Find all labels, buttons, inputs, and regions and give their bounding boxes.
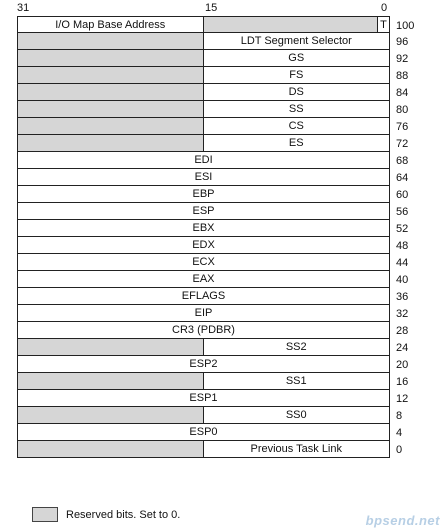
byte-offset-label: 56: [396, 205, 409, 218]
byte-offset-label: 88: [396, 69, 409, 82]
byte-offset-label: 72: [396, 137, 409, 150]
tss-row-offset-68: [17, 152, 409, 169]
tss-row-offset-24: [17, 339, 409, 356]
byte-offset-label: 16: [396, 375, 409, 388]
legend-text: Reserved bits. Set to 0.: [66, 508, 181, 521]
tss-row-offset-20: [17, 356, 409, 373]
byte-offset-label: 8: [396, 409, 403, 422]
lower-half-field: [204, 17, 390, 32]
byte-offset-label: 40: [396, 273, 409, 286]
reserved-field: [18, 33, 204, 49]
reserved-field: [18, 118, 204, 134]
register-field: EIP: [194, 307, 213, 319]
register-field: ESP0: [189, 426, 218, 438]
byte-offset-label: 44: [396, 256, 409, 269]
register-field: EBX: [192, 222, 215, 234]
tss-row-offset-48: [17, 237, 409, 254]
debug-trap-bit: T: [377, 17, 389, 32]
legend: [32, 507, 180, 522]
lower-half-field: SS: [288, 103, 304, 115]
reserved-field: [204, 17, 378, 32]
reserved-field: [18, 339, 204, 355]
reserved-field: [18, 101, 204, 117]
byte-offset-label: 4: [396, 426, 403, 439]
tss-row-offset-100: [17, 16, 415, 33]
reserved-field: [18, 135, 204, 151]
tss-structure-table: [17, 16, 415, 458]
register-field: EDI: [194, 154, 213, 166]
tss-row-offset-72: [17, 135, 409, 152]
reserved-field: [18, 373, 204, 389]
watermark-logo: bpsend.net: [365, 513, 440, 528]
byte-offset-label: 80: [396, 103, 409, 116]
bit-31-label: 31: [17, 2, 30, 14]
reserved-field: [18, 50, 204, 66]
byte-offset-label: 28: [396, 324, 409, 337]
byte-offset-label: 96: [396, 35, 409, 48]
upper-half-field: I/O Map Base Address: [18, 17, 204, 32]
lower-half-field: LDT Segment Selector: [240, 35, 352, 47]
byte-offset-label: 24: [396, 341, 409, 354]
lower-half-field: GS: [288, 52, 305, 64]
tss-row-offset-44: [17, 254, 409, 271]
byte-offset-label: 52: [396, 222, 409, 235]
tss-row-offset-80: [17, 101, 409, 118]
tss-row-offset-60: [17, 186, 409, 203]
byte-offset-label: 100: [396, 19, 415, 32]
lower-half-field: SS0: [285, 409, 307, 421]
byte-offset-label: 0: [396, 443, 403, 456]
lower-half-field: SS2: [285, 341, 307, 353]
byte-offset-label: 68: [396, 154, 409, 167]
reserved-bits-swatch: [32, 507, 58, 522]
lower-half-field: CS: [288, 120, 304, 132]
tss-row-offset-88: [17, 67, 409, 84]
tss-row-offset-76: [17, 118, 409, 135]
reserved-field: [18, 84, 204, 100]
tss-row-offset-28: [17, 322, 409, 339]
byte-offset-label: 64: [396, 171, 409, 184]
register-field: ECX: [192, 256, 215, 268]
tss-row-offset-40: [17, 271, 409, 288]
byte-offset-label: 12: [396, 392, 409, 405]
tss-row-offset-12: [17, 390, 409, 407]
byte-offset-label: 32: [396, 307, 409, 320]
register-field: ESP1: [189, 392, 218, 404]
register-field: ESP: [192, 205, 215, 217]
lower-half-field: FS: [289, 69, 304, 81]
tss-row-offset-8: [17, 407, 403, 424]
tss-row-offset-84: [17, 84, 409, 101]
reserved-field: [18, 67, 204, 83]
register-field: CR3 (PDBR): [172, 324, 235, 336]
tss-row-offset-36: [17, 288, 409, 305]
register-field: EBP: [192, 188, 215, 200]
lower-half-field: DS: [288, 86, 304, 98]
lower-half-field: SS1: [285, 375, 307, 387]
byte-offset-label: 92: [396, 52, 409, 65]
byte-offset-label: 48: [396, 239, 409, 252]
lower-half-field: ES: [288, 137, 304, 149]
register-field: ESI: [194, 171, 213, 183]
byte-offset-label: 36: [396, 290, 409, 303]
register-field: EFLAGS: [181, 290, 226, 302]
tss-row-offset-32: [17, 305, 409, 322]
tss-row-offset-92: [17, 50, 409, 67]
tss-row-offset-96: [17, 33, 409, 50]
bit-0-label: 0: [381, 2, 388, 14]
lower-half-field: Previous Task Link: [250, 443, 342, 455]
tss-row-offset-56: [17, 203, 409, 220]
register-field: ESP2: [189, 358, 218, 370]
byte-offset-label: 20: [396, 358, 409, 371]
tss-row-offset-4: [17, 424, 403, 441]
tss-row-offset-16: [17, 373, 409, 390]
register-field: EAX: [192, 273, 215, 285]
reserved-field: [18, 407, 204, 423]
reserved-field: [18, 441, 204, 457]
byte-offset-label: 76: [396, 120, 409, 133]
byte-offset-label: 84: [396, 86, 409, 99]
register-field: EDX: [192, 239, 215, 251]
tss-row-offset-52: [17, 220, 409, 237]
byte-offset-label: 60: [396, 188, 409, 201]
tss-row-offset-64: [17, 169, 409, 186]
bit-15-label: 15: [205, 2, 218, 14]
tss-row-offset-0: [17, 441, 403, 458]
